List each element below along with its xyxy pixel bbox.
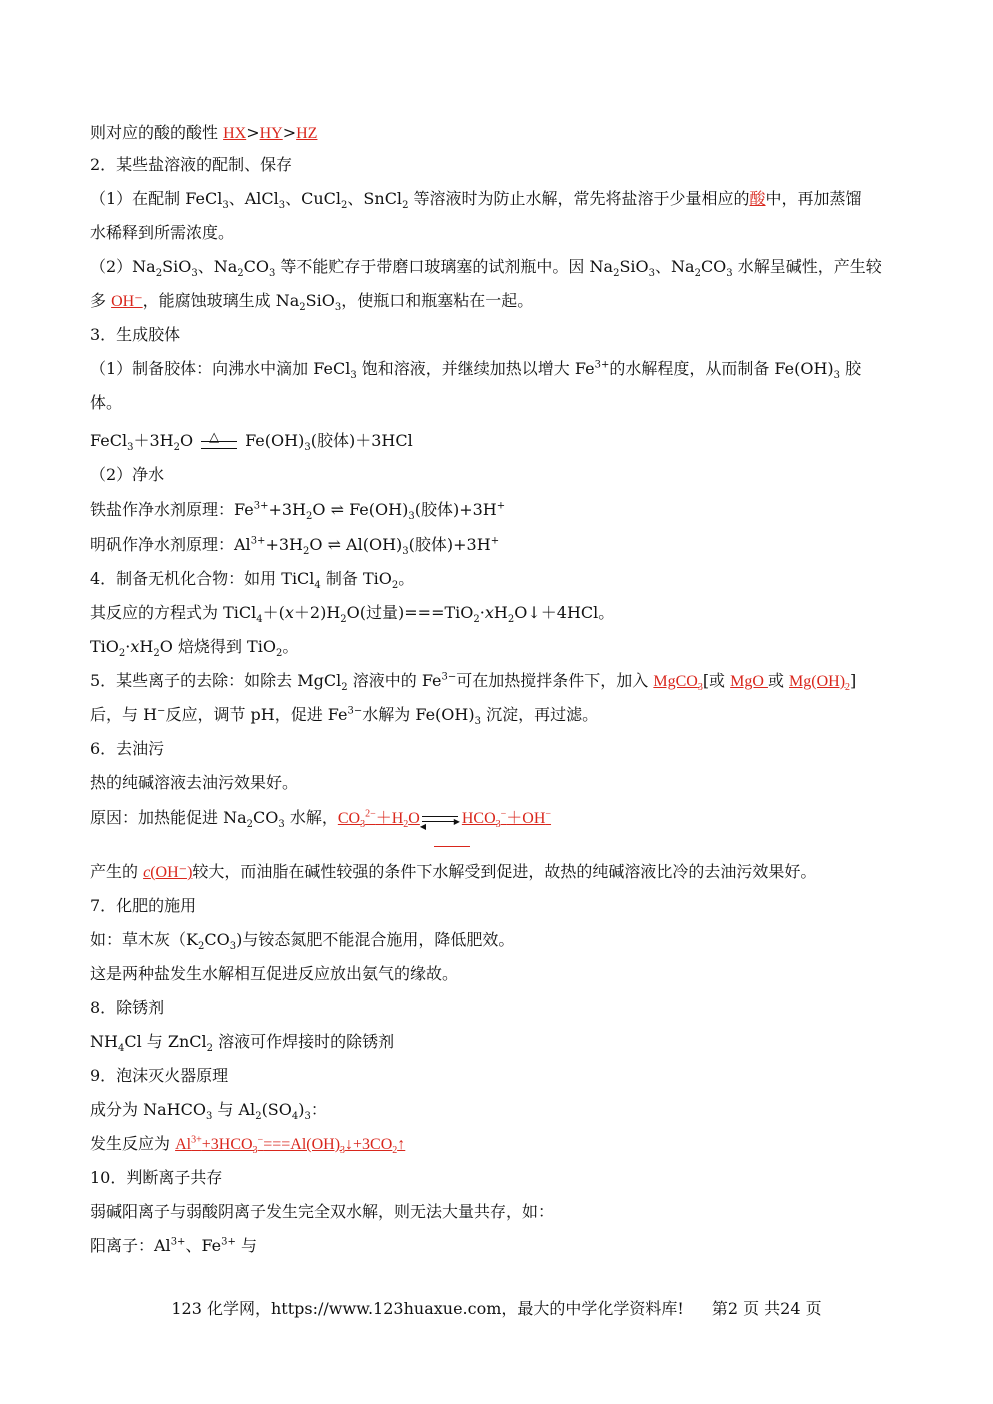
text-line: $TiO_2\cdot xH_2O$ 焙烧得到 TiO$_2$。 <box>90 637 299 660</box>
equation-line: 其反应的方程式为 $TiCl_4+(x+2)H_2O$(过量)$===TiO_2\cdot xH_2O↓+4HCl$。 <box>90 603 615 626</box>
text-line: $(2)Na_2SiO_3$、$Na_2CO_3$ 等不能贮存于带磨口玻璃塞的试剂瓶中。因 $Na_2SiO_3$、$Na_2CO_3$ 水解呈碱性，产生较 <box>90 257 882 280</box>
sub-heading: （2）净水 <box>90 465 165 484</box>
answer-underline <box>434 846 470 847</box>
section-heading: 7．化肥的施用 <box>90 896 197 915</box>
section-heading: 8．除锈剂 <box>90 998 165 1017</box>
section-heading: 4．制备无机化合物：如用 TiCl$_4$ 制备 TiO$_2$。 <box>90 569 415 592</box>
answer-blank: MgCO$_3$ <box>653 673 703 694</box>
section-heading: 6．去油污 <box>90 739 165 758</box>
answer-blank: $HCO_3^-+OH^-$ <box>461 808 552 831</box>
text-line: 体。 <box>90 393 123 412</box>
text-line: 产生的 c(OH⁻)较大，而油脂在碱性较强的条件下水解受到促进，故热的纯碱溶液比冷的去油污效果好。 <box>90 862 817 881</box>
text-line: 这是两种盐发生水解相互促进反应放出氨气的缘故。 <box>90 964 459 983</box>
text-line: 成分为 NaHCO$_3$ 与 $Al_2(SO_4)_3$： <box>90 1100 327 1123</box>
section-heading: 10．判断离子共存 <box>90 1168 223 1187</box>
answer-blank: MgO <box>730 673 768 690</box>
text-line <box>90 123 905 144</box>
text-line: 水稀释到所需浓度。 <box>90 223 235 242</box>
text-line: （1）在配制 FeCl$_3$、AlCl$_3$、CuCl$_2$、SnCl$_2$ 等溶液时为防止水解，常先将盐溶于少量相应的酸中，再加蒸馏 <box>90 189 862 212</box>
text-line: 弱碱阳离子与弱酸阴离子发生完全双水解，则无法大量共存，如： <box>90 1202 555 1221</box>
equation-line: 明矾作净水剂原理：$Al^{3+}+3H_2O$ ⇌ $Al(OH)_3$(胶体)+3H+ <box>90 535 500 558</box>
reversible-arrow: ▶ ◀ <box>419 816 460 831</box>
text-line: 多 OH⁻，能腐蚀玻璃生成 $Na_2SiO_3$，使瓶口和瓶塞粘在一起。 <box>90 291 534 314</box>
text-line: 后，与 H−反应，调节 pH，促进 $Fe^{3-}$水解为 $Fe(OH)_3$ 沉淀，再过滤。 <box>90 705 599 728</box>
answer-blank: 酸 <box>749 189 766 208</box>
text-line: 阳离子：$Al^{3+}$、$Fe^{3+}$ 与 <box>90 1236 257 1255</box>
equation-line: 发生反应为 $Al^{3+}+3HCO_3^-===Al(OH)_3↓+3CO_2↑$ <box>90 1134 406 1157</box>
text-line: （1）制备胶体：向沸水中滴加 FeCl$_3$ 饱和溶液，并继续加热以增大 $Fe^{3+}$的水解程度，从而制备 $Fe(OH)_3$ 胶 <box>90 359 862 382</box>
answer-blank: $Mg(OH)_2$ <box>789 673 851 694</box>
answer-blank: HY <box>259 125 283 142</box>
section-heading: 2．某些盐溶液的配制、保存 <box>90 155 293 174</box>
equation-line: 铁盐作净水剂原理：$Fe^{3+}+3H_2O$ ⇌ $Fe(OH)_3$(胶体)+3H+ <box>90 500 506 523</box>
text-line: 如：草木灰$(K_2CO_3)$与铵态氮肥不能混合施用，降低肥效。 <box>90 930 515 953</box>
page-number: 第2 页 共24 页 <box>711 1299 822 1318</box>
section-heading: 5．某些离子的去除：如除去 MgCl$_2$ 溶液中的 $Fe^{3-}$可在加热搅拌条件下，加入 MgCO$_3$[或 MgO 或 $Mg(OH)_2$] <box>90 671 857 694</box>
text-line: $NH_4Cl$ 与 ZnCl$_2$ 溶液可作焊接时的除锈剂 <box>90 1032 395 1055</box>
equation-line: $FeCl_3+3H_2O$ △ $Fe(OH)_3$(胶体)＋3HCl <box>90 429 413 454</box>
heat-condition-sign: △ <box>197 432 241 452</box>
answer-blank: c(OH⁻) <box>143 864 193 881</box>
section-heading: 3．生成胶体 <box>90 325 181 344</box>
text-line: 热的纯碱溶液去油污效果好。 <box>90 773 299 792</box>
page-footer <box>0 1298 993 1320</box>
answer-blank: OH⁻ <box>111 293 143 310</box>
text-run: 则对应的酸的酸性 <box>90 123 224 142</box>
text-run: > <box>282 123 297 142</box>
answer-blank: $Al^{3+}+3HCO_3^-===Al(OH)_3↓+3CO_2↑$ <box>175 1134 406 1157</box>
answer-blank: $CO_3^{2-}+H_2O$ <box>337 808 420 831</box>
equation-line: 原因：加热能促进 $Na_2CO_3$ 水解，$CO_3^{2-}+H_2O$ ▶ ◀ $HCO_3^-+OH^-$ <box>90 808 552 831</box>
answer-blank: HZ <box>296 125 318 142</box>
footer-site-text: 123 化学网，https://www.123huaxue.com，最大的中学化学资料库! <box>171 1299 684 1318</box>
answer-blank: HX <box>223 125 247 142</box>
text-run: > <box>246 123 260 142</box>
section-heading: 9．泡沫灭火器原理 <box>90 1066 229 1085</box>
